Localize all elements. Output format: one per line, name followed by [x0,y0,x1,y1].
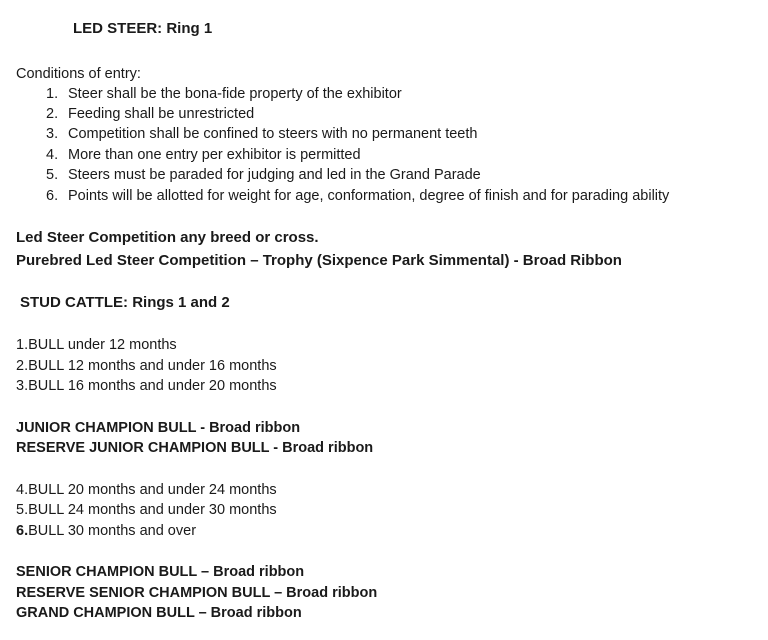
class-item [16,335,177,355]
condition-item [46,165,481,185]
led-steer-title: LED STEER: Ring 1 [73,20,213,37]
award-reserve-senior-champion: RESERVE SENIOR CHAMPION BULL – Broad ribbon [16,585,378,601]
class-text: BULL 16 months and under 20 months [28,378,277,394]
class-number: 1. [16,337,29,353]
condition-number: 6. [46,188,59,204]
condition-text: More than one entry per exhibitor is permitted [68,147,361,163]
condition-text: Feeding shall be unrestricted [68,106,255,122]
class-item [16,521,196,541]
class-item [16,480,277,500]
condition-number: 3. [46,126,59,142]
award-senior-champion: SENIOR CHAMPION BULL – Broad ribbon [16,564,305,580]
award-junior-champion: JUNIOR CHAMPION BULL - Broad ribbon [16,420,301,436]
condition-number: 2. [46,106,59,122]
class-text: BULL 24 months and under 30 months [28,502,277,518]
condition-item [46,145,361,165]
condition-number: 5. [46,167,59,183]
class-text: BULL 12 months and under 16 months [28,358,277,374]
condition-item [46,124,477,144]
award-grand-champion: GRAND CHAMPION BULL – Broad ribbon [16,605,302,621]
condition-number: 1. [46,86,59,102]
class-text: BULL 20 months and under 24 months [28,482,277,498]
class-item [16,500,277,520]
class-text: BULL under 12 months [28,337,177,353]
conditions-heading: Conditions of entry: [16,66,141,82]
class-number: 6. [16,523,29,539]
class-number: 2. [16,358,29,374]
class-item [16,356,277,376]
condition-text: Steer shall be the bona-fide property of the exhibitor [68,86,402,102]
class-number: 5. [16,502,29,518]
condition-item [46,186,669,206]
class-item [16,376,277,396]
stud-cattle-heading: STUD CATTLE: Rings 1 and 2 [20,294,230,311]
class-number: 4. [16,482,29,498]
condition-text: Points will be allotted for weight for age, conformation, degree of finish and for parading ability [68,188,670,204]
competition-led-steer: Led Steer Competition any breed or cross. [16,229,319,246]
condition-item [46,104,254,124]
condition-item [46,84,402,104]
class-number: 3. [16,378,29,394]
condition-number: 4. [46,147,59,163]
award-reserve-junior-champion: RESERVE JUNIOR CHAMPION BULL - Broad ribbon [16,440,374,456]
class-text: BULL 30 months and over [28,523,197,539]
condition-text: Steers must be paraded for judging and led in the Grand Parade [68,167,481,183]
condition-text: Competition shall be confined to steers with no permanent teeth [68,126,478,142]
competition-purebred-led-steer: Purebred Led Steer Competition – Trophy (Sixpence Park Simmental) - Broad Ribbon [16,252,622,269]
